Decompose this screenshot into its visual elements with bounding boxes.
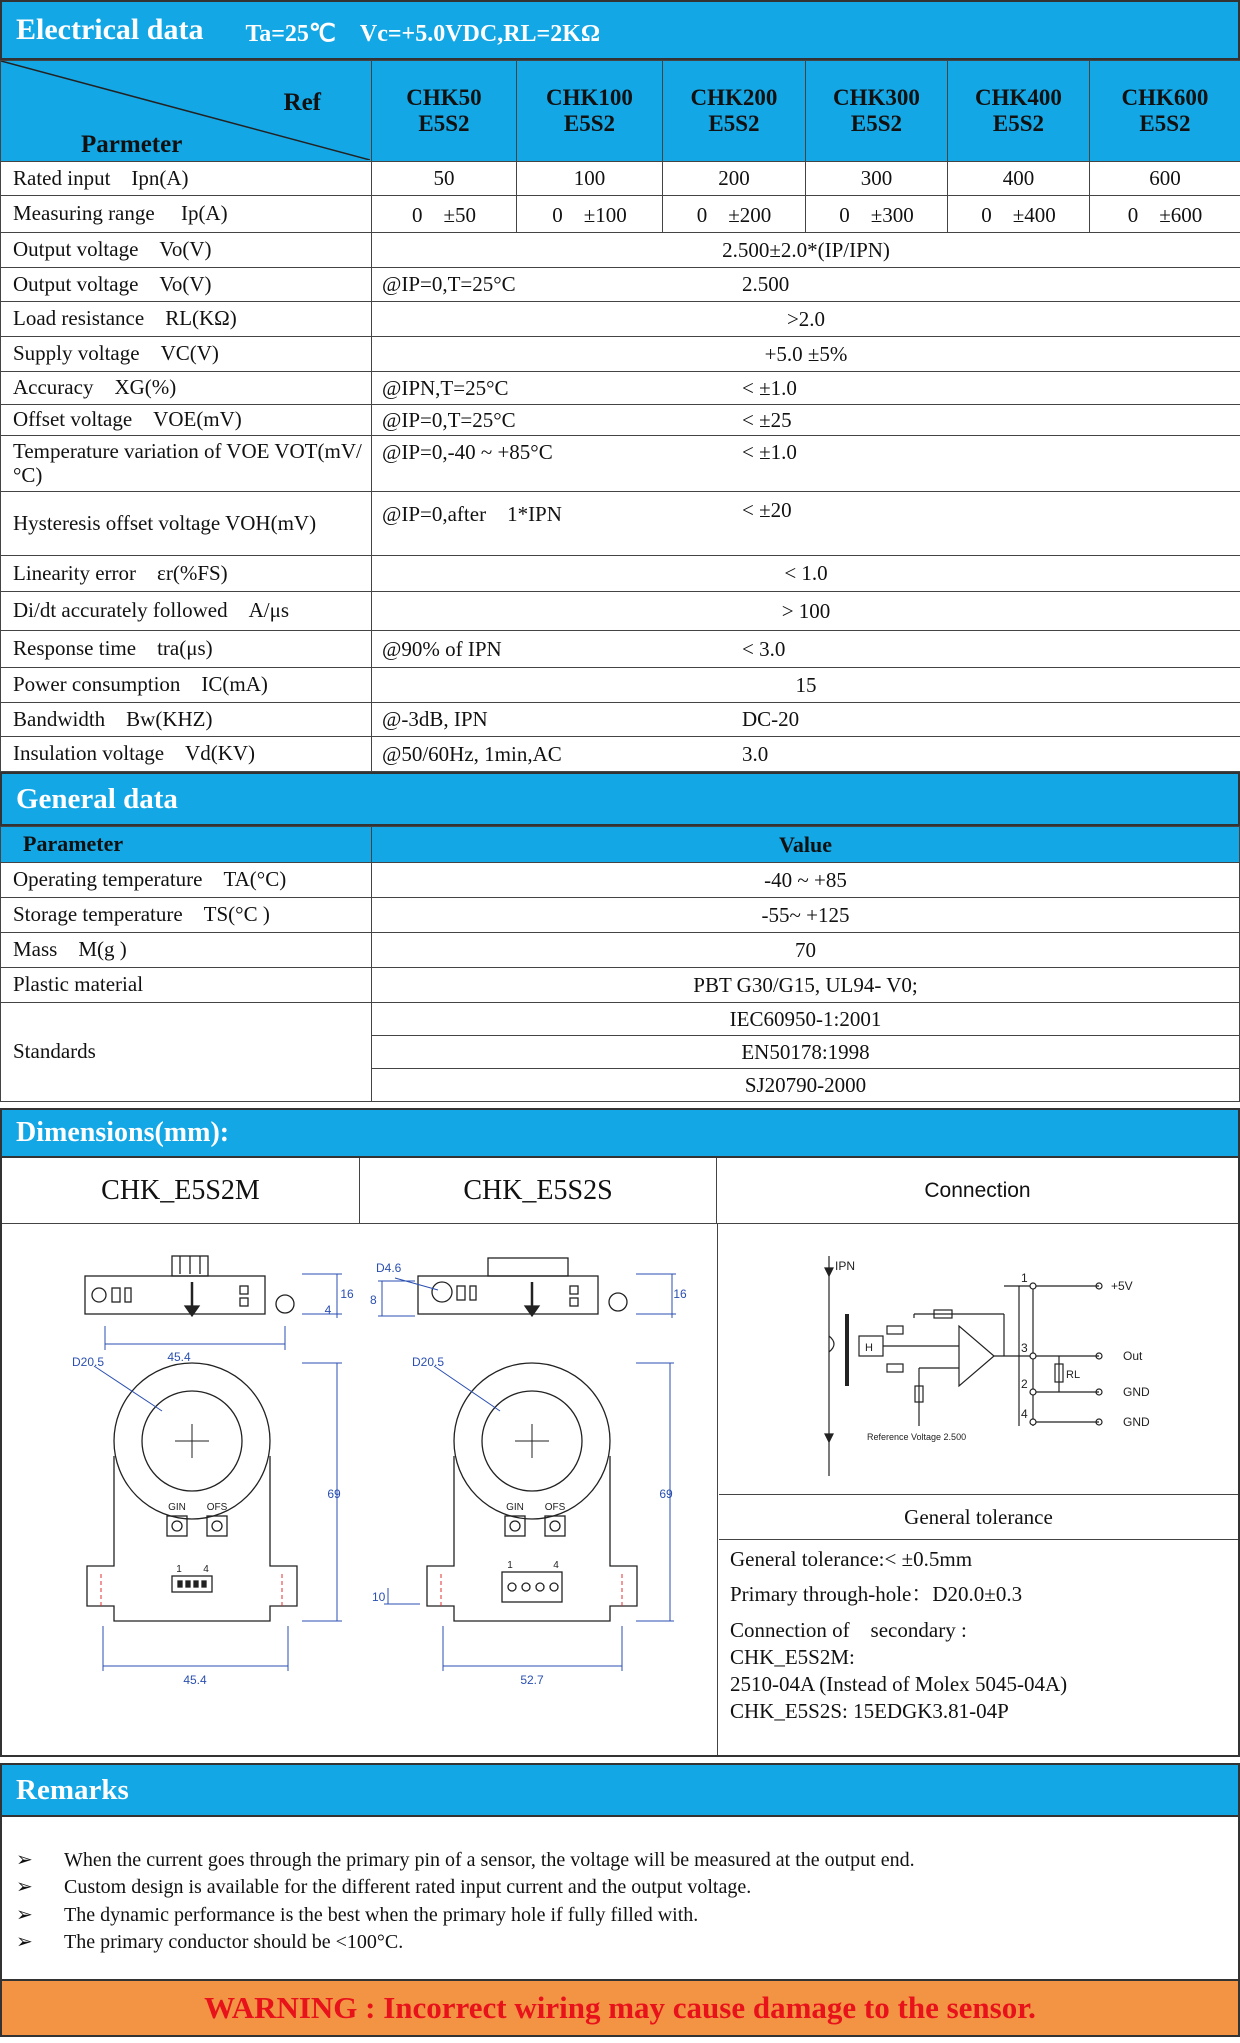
- row-value: 2.500±2.0*(IP/IPN): [372, 233, 1240, 268]
- row-condition: @90% of IPN: [382, 636, 502, 661]
- spec-row: [1, 436, 1240, 492]
- row-value: 400: [948, 162, 1090, 196]
- row-label: Di/dt accurately followed A/μs: [1, 592, 372, 631]
- spec-row: [1, 703, 1240, 737]
- svg-text:4: 4: [1021, 1407, 1028, 1421]
- tolerance-line: CHK_E5S2S: 15EDGK3.81-04P: [730, 1699, 1009, 1724]
- spec-row: [1, 737, 1240, 772]
- row-value: 600: [1090, 162, 1240, 196]
- row-value: < ±1.0: [742, 440, 797, 464]
- model-header: CHK300 E5S2: [806, 61, 948, 162]
- row-condition: @-3dB, IPN: [382, 707, 488, 731]
- general-head-row: [1, 827, 1240, 863]
- ref-parameter-corner: [1, 61, 372, 162]
- svg-text:1: 1: [507, 1560, 513, 1571]
- remark-item: ➢ The dynamic performance is the best when the primary hole if fully filled with.: [16, 1902, 1238, 1929]
- spec-row: [1, 337, 1240, 372]
- dimensions-header: [0, 1108, 1240, 1158]
- standard-item: SJ20790-2000: [372, 1069, 1240, 1102]
- arrow-bullet-icon: ➢: [16, 1903, 33, 1926]
- row-value: PBT G30/G15, UL94- V0;: [372, 968, 1240, 1003]
- general-table: [0, 826, 1240, 1102]
- spec-row: [1, 372, 1240, 405]
- row-label: Mass M(g ): [1, 933, 372, 968]
- row-label: Output voltage Vo(V): [1, 268, 372, 302]
- row-value: < ±1.0: [742, 375, 797, 400]
- general-row: [1, 933, 1240, 968]
- row-label: Supply voltage VC(V): [1, 337, 372, 372]
- row-label: Temperature variation of VOE VOT(mV/°C): [1, 436, 372, 492]
- dim-label: 16: [340, 1287, 354, 1301]
- arrow-bullet-icon: ➢: [16, 1849, 33, 1871]
- spec-row: [1, 668, 1240, 703]
- general-data-title: General data: [16, 782, 178, 815]
- model-header: CHK600 E5S2: [1090, 61, 1240, 162]
- svg-text:4: 4: [203, 1564, 209, 1575]
- row-value: > 100: [372, 592, 1240, 631]
- row-value: 0 ±300: [806, 196, 948, 233]
- dim-col-header-connection: Connection: [717, 1158, 1238, 1224]
- tolerance-title: General tolerance: [719, 1494, 1238, 1540]
- svg-text:Reference Voltage 2.500: Reference Voltage 2.500: [867, 1432, 967, 1442]
- svg-text:4: 4: [553, 1560, 559, 1571]
- remarks-list: [0, 1817, 1240, 1981]
- dim-label: 4: [324, 1303, 332, 1317]
- dim-label: D4.6: [376, 1261, 402, 1275]
- svg-text:H: H: [865, 1342, 873, 1354]
- tolerance-line: Primary through-hole：D20.0±0.3: [730, 1582, 1023, 1607]
- spec-row: [1, 405, 1240, 436]
- dimensions-block: [0, 1158, 1240, 1757]
- electrical-data-header: [0, 0, 1240, 60]
- dim-label: 10: [372, 1590, 386, 1604]
- general-row: [1, 968, 1240, 1003]
- svg-text:GIN: GIN: [506, 1502, 524, 1513]
- standards-row: [1, 1003, 1240, 1036]
- svg-text:GND: GND: [1123, 1415, 1150, 1429]
- dim-col-header-m: CHK_E5S2M: [2, 1158, 360, 1224]
- spec-row: [1, 631, 1240, 668]
- standard-item: EN50178:1998: [372, 1036, 1240, 1069]
- measuring-range-row: [1, 196, 1240, 233]
- row-label: Power consumption IC(mA): [1, 668, 372, 703]
- row-label: Accuracy XG(%): [1, 372, 372, 405]
- spec-row: [1, 556, 1240, 592]
- row-label: Linearity error εr(%FS): [1, 556, 372, 592]
- spec-row: [1, 268, 1240, 302]
- svg-text:RL: RL: [1066, 1369, 1081, 1381]
- general-row: [1, 863, 1240, 898]
- row-label: Bandwidth Bw(KHZ): [1, 703, 372, 737]
- row-value: < ±25: [742, 407, 792, 432]
- tolerance-line: General tolerance:< ±0.5mm: [730, 1547, 973, 1571]
- row-value: >2.0: [372, 302, 1240, 337]
- dim-label: 52.7: [520, 1673, 544, 1687]
- row-value: 70: [372, 933, 1240, 968]
- svg-text:+5V: +5V: [1111, 1279, 1133, 1293]
- spec-row: [1, 592, 1240, 631]
- standard-item: IEC60950-1:2001: [372, 1003, 1240, 1036]
- warning-banner: WARNING : Incorrect wiring may cause damage to the sensor.: [0, 1981, 1240, 2037]
- row-value: 0 ±100: [517, 196, 663, 233]
- row-value: 50: [372, 162, 517, 196]
- tolerance-text: [730, 1546, 1230, 1726]
- dim-col-header-s: CHK_E5S2S: [360, 1158, 717, 1224]
- tolerance-line: Connection of secondary :: [730, 1617, 967, 1642]
- svg-text:3: 3: [1021, 1341, 1028, 1355]
- standards-label: Standards: [1, 1003, 372, 1102]
- rated-input-row: [1, 162, 1240, 196]
- remark-item: ➢ The primary conductor should be <100°C.: [16, 1929, 1238, 1956]
- arrow-bullet-icon: ➢: [16, 1876, 33, 1899]
- row-value: 0 ±50: [372, 196, 517, 233]
- dim-label: D20.5: [72, 1355, 105, 1369]
- dim-label: D20.5: [412, 1355, 445, 1369]
- remark-item: ➢ Custom design is available for the different rated input current and the output voltage.: [16, 1874, 1238, 1901]
- arrow-bullet-icon: ➢: [16, 1931, 33, 1954]
- row-value: 200: [663, 162, 806, 196]
- general-head-parameter: Parameter: [1, 827, 372, 863]
- model-header: CHK200 E5S2: [663, 61, 806, 162]
- row-condition: @IPN,T=25°C: [382, 375, 509, 400]
- model-header: CHK100 E5S2: [517, 61, 663, 162]
- row-condition: @IP=0,T=25°C: [382, 407, 516, 432]
- dim-label: 45.4: [183, 1673, 207, 1687]
- electrical-conditions: Ta=25℃ Vc=+5.0VDC,RL=2KΩ: [245, 20, 601, 47]
- row-value: 0 ±400: [948, 196, 1090, 233]
- spec-row: [1, 492, 1240, 556]
- remark-item: ➢ When the current goes through the primary pin of a sensor, the voltage will be measured at the output end.: [16, 1847, 1238, 1874]
- spec-row: [1, 233, 1240, 268]
- row-value: 0 ±200: [663, 196, 806, 233]
- remarks-header: [0, 1763, 1240, 1817]
- svg-text:GND: GND: [1123, 1385, 1150, 1399]
- model-header: CHK50 E5S2: [372, 61, 517, 162]
- drawing-chk-e5s2s: [360, 1226, 717, 1756]
- dim-label: 8: [370, 1293, 377, 1307]
- row-label: Hysteresis offset voltage VOH(mV): [1, 492, 372, 556]
- dimensions-title: Dimensions(mm):: [16, 1117, 230, 1148]
- svg-text:GIN: GIN: [168, 1502, 186, 1513]
- row-condition: @IP=0,T=25°C: [382, 272, 516, 296]
- corner-parameter-label: Parmeter: [81, 131, 183, 158]
- row-value: 100: [517, 162, 663, 196]
- dim-label: 69: [327, 1487, 341, 1501]
- row-value: < ±20: [742, 498, 792, 522]
- general-row: [1, 898, 1240, 933]
- svg-text:1: 1: [1021, 1271, 1028, 1285]
- svg-text:IPN: IPN: [835, 1259, 856, 1273]
- row-value: < 3.0: [742, 636, 786, 661]
- svg-text:1: 1: [176, 1564, 182, 1575]
- row-value: DC-20: [742, 707, 800, 731]
- row-label: Measuring range Ip(A): [1, 196, 372, 233]
- model-header-row: [1, 61, 1240, 162]
- row-condition: @IP=0,-40 ~ +85°C: [382, 440, 553, 464]
- remarks-title: Remarks: [16, 1773, 129, 1806]
- row-label: Plastic material: [1, 968, 372, 1003]
- general-data-header: [0, 772, 1240, 826]
- row-condition: @IP=0,after 1*IPN: [382, 502, 562, 526]
- row-label: Output voltage Vo(V): [1, 233, 372, 268]
- electrical-data-title: Electrical data: [16, 13, 204, 46]
- row-label: Rated input Ipn(A): [1, 162, 372, 196]
- row-value: 300: [806, 162, 948, 196]
- general-head-value: Value: [372, 827, 1240, 863]
- row-value: 0 ±600: [1090, 196, 1240, 233]
- row-label: Operating temperature TA(°C): [1, 863, 372, 898]
- drawing-chk-e5s2m: [2, 1226, 360, 1756]
- connection-circuit: [719, 1226, 1239, 1494]
- row-value: 2.500: [742, 272, 790, 296]
- row-label: Insulation voltage Vd(KV): [1, 737, 372, 772]
- row-label: Offset voltage VOE(mV): [1, 405, 372, 436]
- svg-text:OFS: OFS: [206, 1502, 228, 1513]
- svg-text:OFS: OFS: [544, 1502, 566, 1513]
- row-value: -55~ +125: [372, 898, 1240, 933]
- corner-ref-label: Ref: [283, 89, 321, 116]
- dim-label: 16: [673, 1287, 687, 1301]
- row-label: Load resistance RL(KΩ): [1, 302, 372, 337]
- dim-label: 69: [659, 1487, 673, 1501]
- row-condition: @50/60Hz, 1min,AC: [382, 741, 562, 766]
- svg-text:Out: Out: [1123, 1349, 1143, 1363]
- row-label: Response time tra(μs): [1, 631, 372, 668]
- row-value: +5.0 ±5%: [372, 337, 1240, 372]
- tolerance-line: CHK_E5S2M:: [730, 1644, 855, 1669]
- tolerance-line: 2510-04A (Instead of Molex 5045-04A): [730, 1672, 1068, 1697]
- row-value: 15: [372, 668, 1240, 703]
- electrical-table: [0, 60, 1240, 772]
- row-label: Storage temperature TS(°C ): [1, 898, 372, 933]
- row-value: 3.0: [742, 741, 769, 766]
- model-header: CHK400 E5S2: [948, 61, 1090, 162]
- row-value: < 1.0: [372, 556, 1240, 592]
- row-value: -40 ~ +85: [372, 863, 1240, 898]
- spec-row: [1, 302, 1240, 337]
- dim-label: 45.4: [167, 1350, 191, 1364]
- svg-text:2: 2: [1021, 1377, 1028, 1391]
